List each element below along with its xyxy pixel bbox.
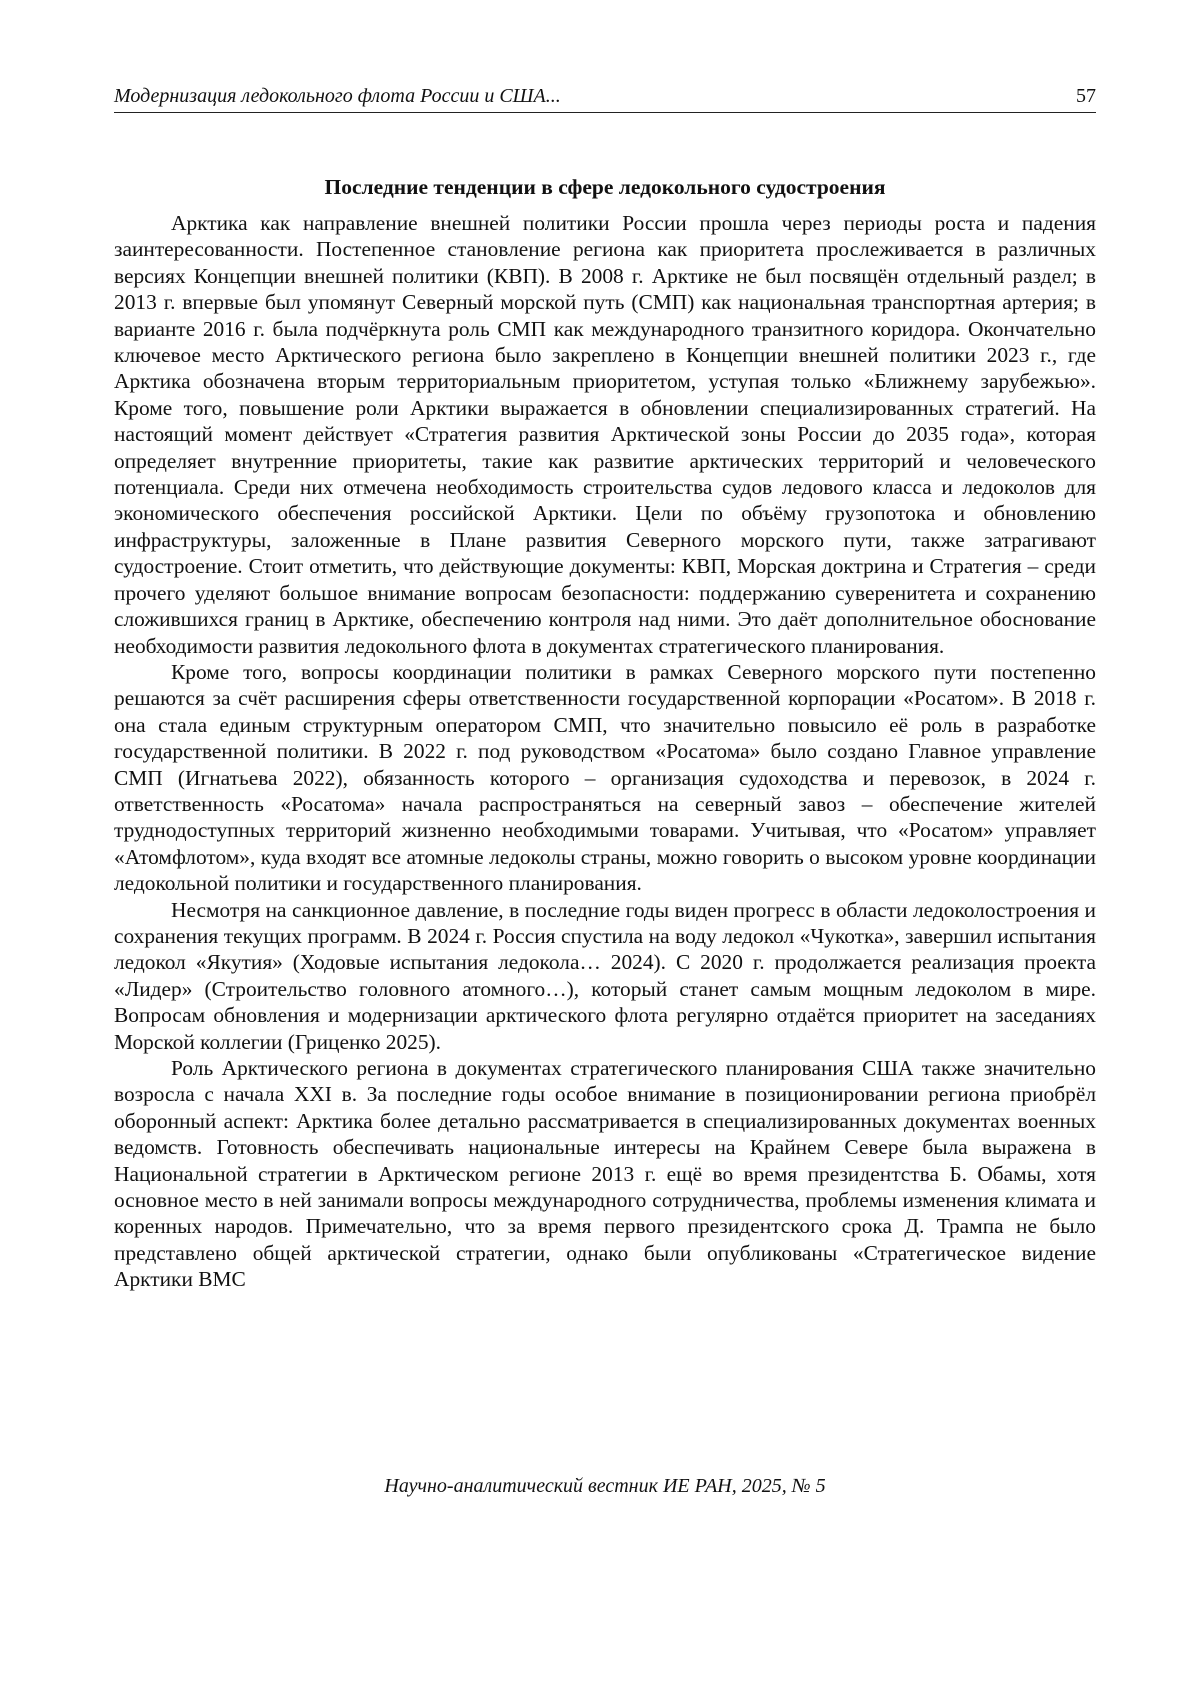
body-text — [114, 210, 1096, 1293]
paragraph-3: Несмотря на санкционное давление, в последние годы виден прогресс в области ледоколостроения и сохранения текущих программ. В 2024 г. Россия спустила на воду ледокол «Чукотка», завершил испытания ледокол «Якутия» (Ходовые испытания ледокола… 2024). С 2020 г. продолжается реализация проекта «Лидер» (Строительство головного атомного…), который станет самым мощным ледоколом в мире. Вопросам обновления и модернизации арктического флота регулярно отдаётся приоритет на заседаниях Морской коллегии (Гриценко 2025). — [114, 897, 1096, 1054]
paragraph-2: Кроме того, вопросы координации политики в рамках Северного морского пути постепенно решаются за счёт расширения сферы ответственности государственной корпорации «Росатом». В 2018 г. она стала единым структурным оператором СМП, что значительно повысило её роль в разработке государственной политики. В 2022 г. под руководством «Росатома» было создано Главное управление СМП (Игнатьева 2022), обязанность которого – организация судоходства и перевозок, в 2024 г. ответственность «Росатома» начала распространяться на северный завоз – обеспечение жителей труднодоступных территорий жизненно необходимыми товарами. Учитывая, что «Росатом» управляет «Атомфлотом», куда входят все атомные ледоколы страны, можно говорить о высоком уровне координации ледокольной политики и государственного планирования. — [114, 659, 1096, 896]
running-title: Модернизация ледокольного флота России и США... — [114, 85, 561, 107]
section-title: Последние тенденции в сфере ледокольного судостроения — [324, 175, 886, 199]
paragraph-1: Арктика как направление внешней политики России прошла через периоды роста и падения заинтересованности. Постепенное становление региона как приоритета прослеживается в различных версиях Концепции внешней политики (КВП). В 2008 г. Арктике не был посвящён отдельный раздел; в 2013 г. впервые был упомянут Северный морской путь (СМП) как национальная транспортная артерия; в варианте 2016 г. была подчёркнута роль СМП как международного транзитного коридора. Окончательно ключевое место Арктического региона было закреплено в Концепции внешней политики 2023 г., где Арктика обозначена вторым территориальным приоритетом, уступая только «Ближнему зарубежью». Кроме того, повышение роли Арктики выражается в обновлении специализированных стратегий. На настоящий момент действует «Стратегия развития Арктической зоны России до 2035 года», которая определяет внутренние приоритеты, такие как развитие арктических территорий и человеческого потенциала. Среди них отмечена необходимость строительства судов ледового класса и ледоколов для экономического обеспечения российской Арктики. Цели по объёму грузопотока и обновлению инфраструктуры, заложенные в Плане развития Северного морского пути, также затрагивают судостроение. Стоит отметить, что действующие документы: КВП, Морская доктрина и Стратегия – среди прочего уделяют большое внимание вопросам безопасности: поддержанию суверенитета и сохранению сложившихся границ в Арктике, обеспечению контроля над ними. Это даёт дополнительное обоснование необходимости развития ледокольного флота в документах стратегического планирования. — [114, 211, 1096, 658]
page-number: 57 — [1076, 85, 1096, 107]
journal-footer: Научно-аналитический вестник ИЕ РАН, 2025, № 5 — [384, 1475, 826, 1497]
running-header — [114, 84, 1096, 113]
paragraph-4: Роль Арктического региона в документах стратегического планирования США также значительно возросла с начала XXI в. За последние годы особое внимание в позиционировании региона приобрёл оборонный аспект: Арктика более детально рассматривается в специализированных документах военных ведомств. Готовность обеспечивать национальные интересы на Крайнем Севере была выражена в Национальной стратегии в Арктическом регионе 2013 г. ещё во время президентства Б. Обамы, хотя основное место в ней занимали вопросы международного сотрудничества, проблемы изменения климата и коренных народов. Примечательно, что за время первого президентского срока Д. Трампа не было представлено общей арктической стратегии, однако были опубликованы «Стратегическое видение Арктики ВМС — [114, 1056, 1096, 1292]
